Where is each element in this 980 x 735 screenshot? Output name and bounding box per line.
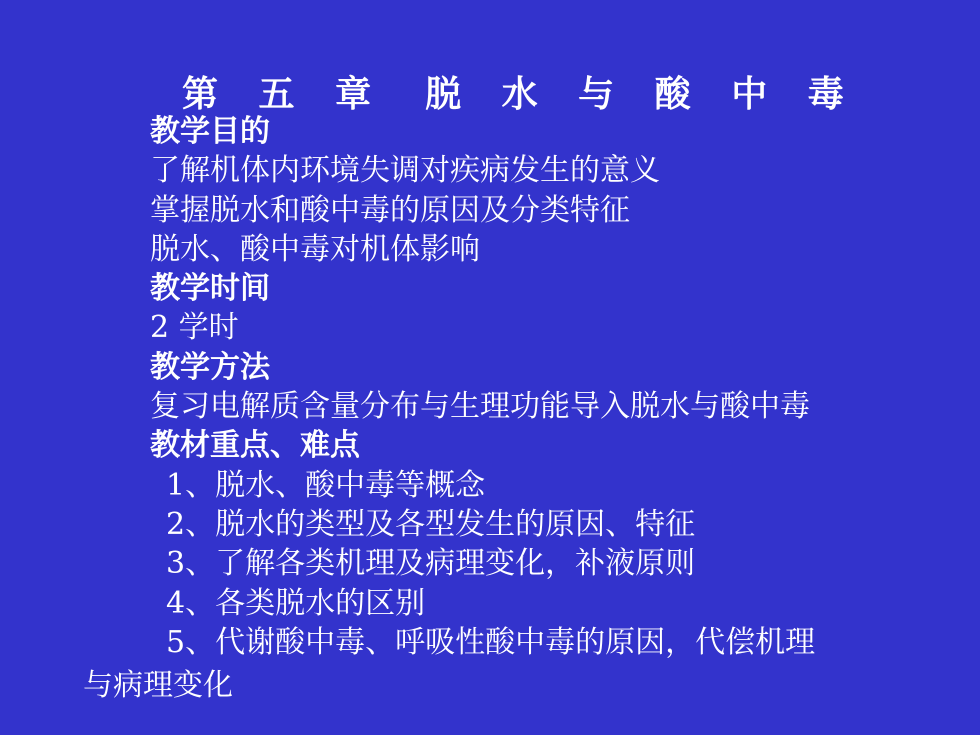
objective-item: 掌握脱水和酸中毒的原因及分类特征 [150,192,630,228]
objective-item: 了解机体内环境失调对疾病发生的意义 [150,153,660,189]
objective-item: 脱水、酸中毒对机体影响 [150,231,480,267]
key-point-item: 1、脱水、酸中毒等概念 [166,467,486,503]
section-heading-key-points: 教材重点、难点 [150,428,360,464]
key-point-item: 5、代谢酸中毒、呼吸性酸中毒的原因，代偿机理 [166,624,816,660]
section-heading-method: 教学方法 [150,349,270,385]
slide-title [182,72,858,116]
method-item: 复习电解质含量分布与生理功能导入脱水与酸中毒 [150,389,810,425]
key-point-item: 4、各类脱水的区别 [166,585,426,621]
slide-content [150,112,910,662]
chapter-topic: 脱 水 与 酸 中 毒 [425,73,858,115]
key-point-item: 3、了解各类机理及病理变化，补液原则 [166,546,696,582]
duration-item: 2 学时 [150,310,239,346]
section-heading-objectives: 教学目的 [150,114,270,149]
chapter-label: 第 五 章 [182,73,386,115]
key-point-item: 2、脱水的类型及各型发生的原因、特征 [166,506,696,542]
key-point-continuation: 与病理变化 [83,668,233,703]
section-heading-duration: 教学时间 [150,271,270,307]
